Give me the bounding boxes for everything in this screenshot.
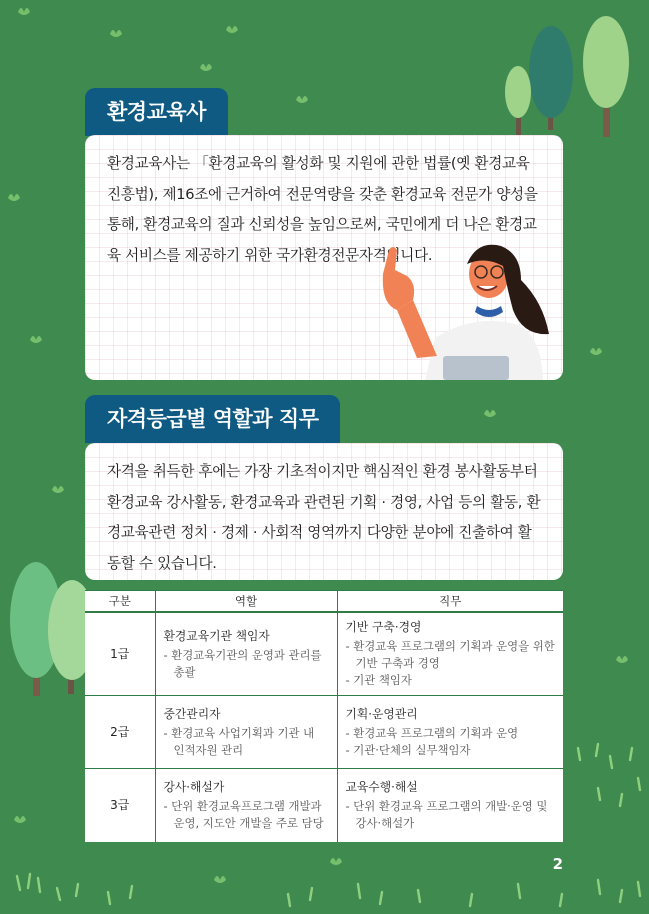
duty-item: - 단위 환경교육 프로그램의 개발·운영 및 강사·해설가 [345,798,548,830]
grade-cell: 2급 [85,696,155,769]
column-header: 역할 [155,591,337,613]
role-title: 중간관리자 [163,706,221,721]
section-title: 환경교육사 [107,100,206,124]
table-row [85,769,563,842]
grade-cell: 3급 [85,769,155,842]
duty-item: - 환경교육 프로그램의 기획과 운영 [345,725,519,740]
duty-item: - 환경교육 프로그램의 기획과 운영을 위한 기반 구축과 경영 [345,639,555,670]
role-cell [155,769,337,842]
role-intro-card [85,443,563,580]
duty-cell [337,612,563,696]
grade-cell: 1급 [85,612,155,696]
section-title-tag [85,395,340,443]
tree-cluster-left [10,562,96,696]
intro-text: 환경교육사는 「환경교육의 활성화 및 지원에 관한 법률(옛 환경교육진흥법), 제16조에 근거하여 전문역량을 갖춘 환경교육 전문가 양성을 통해, 환경교육의 질과 신뢰성을 높임으로써, 국민에게 더 나은 환경교육 서비스를 제공하기 위한 국가환경전문자격입니다. [107,155,538,264]
tree-cluster-top-right [505,16,629,138]
duty-cell [337,696,563,769]
intro-card [85,135,563,380]
role-intro-text: 자격을 취득한 후에는 가장 기초적이지만 핵심적인 환경 봉사활동부터 환경교육 강사활동, 환경교육과 관련된 기획 · 경영, 사업 등의 활동, 환경교육관련 정치 · 경제 · 사회적 영역까지 다양한 분야에 진출하여 활동할 수 있습니다. [107,463,541,572]
role-title: 강사·해설가 [163,779,225,794]
grade-role-table [85,590,563,842]
role-description: - 환경교육 사업기획과 기관 내 인적자원 관리 [163,725,315,757]
duty-title: 교육수행·해설 [345,779,418,794]
section-title: 자격등급별 역할과 직무 [107,407,319,431]
duty-cell [337,769,563,842]
column-header: 구분 [85,591,155,613]
column-header: 직무 [337,591,563,613]
duty-title: 기반 구축·경영 [345,620,422,634]
role-description: - 환경교육기관의 운영과 관리를 총괄 [163,647,322,679]
page-number: 2 [552,855,563,873]
section-title-tag [85,88,228,136]
role-description: - 단위 환경교육프로그램 개발과 운영, 지도안 개발을 주로 담당 [163,798,324,830]
duty-title: 기획·운영관리 [345,706,418,721]
table-row [85,612,563,696]
duty-item: - 기관·단체의 실무책임자 [345,742,471,757]
role-cell [155,696,337,769]
table-header-row [85,591,563,613]
teacher-illustration [373,240,563,380]
duty-item: - 기관 책임자 [345,673,412,687]
table-row [85,696,563,769]
role-cell [155,612,337,696]
role-title: 환경교육기관 책임자 [163,628,270,643]
